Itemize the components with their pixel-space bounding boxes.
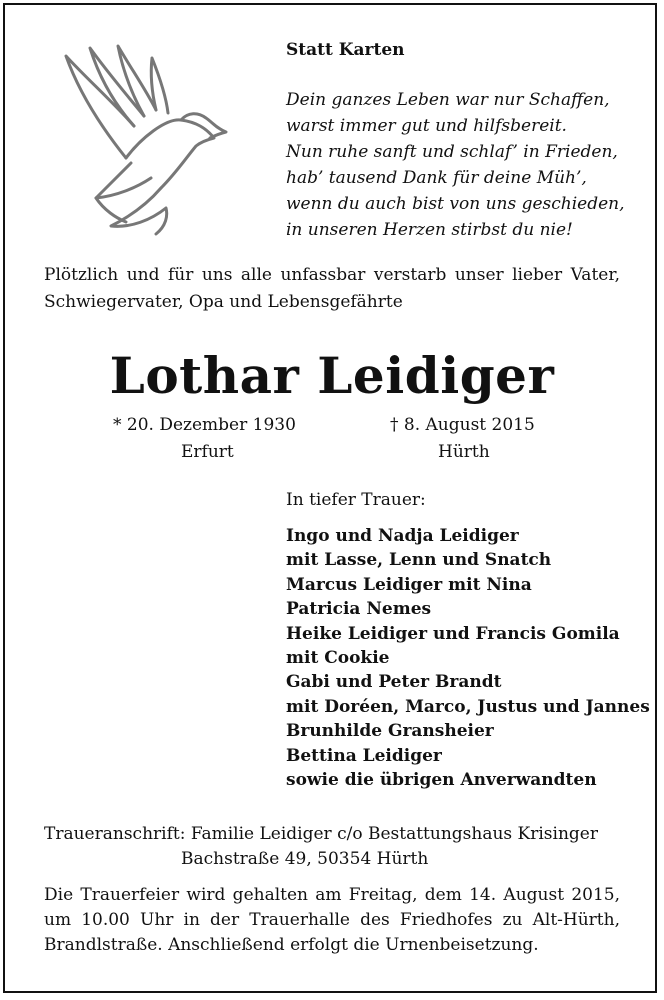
address-line-2: Bachstraße 49, 50354 Hürth [181,849,429,869]
poem-line: warst immer gut und hilfsbereit. [286,116,567,136]
mourner: Ingo und Nadja Leidiger [286,526,519,546]
mourner: Bettina Leidiger [286,745,442,766]
death-place: Hürth [438,442,490,462]
mourner: Patricia Nemes [286,599,432,620]
mourning-heading: In tiefer Trauer: [286,490,426,510]
mourner: Marcus Leidiger mit Nina [286,574,532,595]
mourner: Heike Leidiger und Francis Gomila [286,623,620,644]
mourner: mit Doréen, Marco, Justus und Jannes [286,696,650,717]
intro-text: Plötzlich und für uns alle unfassbar verstarb unser lieber Vater, Schwiegervater, Opa und Lebensgefährte [44,265,620,312]
mourners-list [286,524,650,792]
address-line-1: Traueranschrift: Familie Leidiger c/o Bestattungshaus Krisinger [44,824,598,844]
birth-date: * 20. Dezember 1930 [113,415,296,435]
poem-line: in unseren Herzen stirbst du nie! [286,220,573,240]
mourner: mit Lasse, Lenn und Snatch [286,550,552,571]
deceased-name: Lothar Leidiger [109,346,555,405]
birth-place: Erfurt [181,442,234,462]
mourner: mit Cookie [286,648,390,669]
mourner: Gabi und Peter Brandt [286,672,502,693]
page-title: Statt Karten [286,40,405,60]
poem-line: hab’ tausend Dank für deine Müh’, [286,168,587,188]
poem [286,87,625,243]
death-date: † 8. August 2015 [390,415,535,435]
funeral-info: Die Trauerfeier wird gehalten am Freitag, dem 14. August 2015, um 10.00 Uhr in der Trauerhalle des Friedhofes zu Alt-Hürth, Brandlstraße. Anschließend erfolgt die Urnenbeisetzung. [44,885,620,955]
mourner: sowie die übrigen Anverwandten [286,770,597,791]
poem-line: wenn du auch bist von uns geschieden, [286,194,625,214]
poem-line: Dein ganzes Leben war nur Schaffen, [286,90,610,110]
mourner: Brunhilde Gransheier [286,721,494,742]
poem-line: Nun ruhe sanft und schlaf’ in Frieden, [286,142,618,162]
dove-icon [56,38,231,238]
